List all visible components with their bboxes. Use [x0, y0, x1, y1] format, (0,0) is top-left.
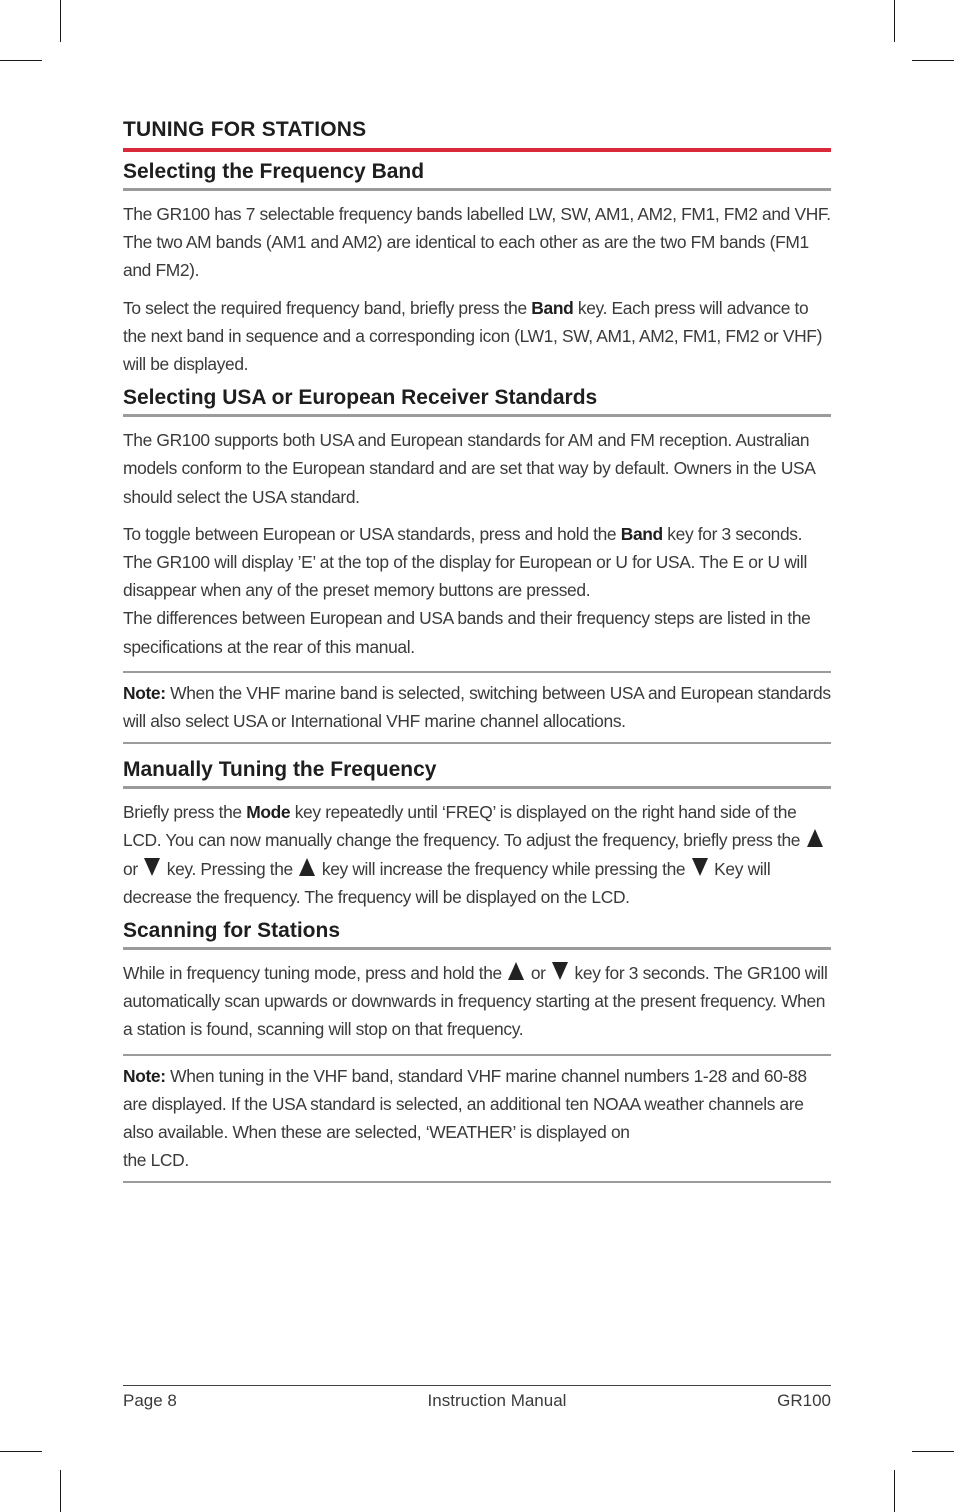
- crop-mark: [0, 60, 42, 61]
- paragraph: The GR100 has 7 selectable frequency bands labelled LW, SW, AM1, AM2, FM1, FM2 and VHF. The two AM bands (AM1 and AM2) are identical to each other as are the two FM bands (FM1 and FM2).: [123, 204, 831, 281]
- up-arrow-icon: [508, 962, 524, 980]
- crop-mark: [894, 0, 895, 42]
- section-title-frequency-band: Selecting the Frequency Band: [123, 160, 831, 191]
- paragraph: To select the required frequency band, briefly press the Band key. Each press will advance to the next band in sequence and a corresponding icon (LW1, SW, AM1, AM2, FM1, FM2 or VHF) will be displayed.: [123, 297, 823, 375]
- page-footer: [123, 1385, 831, 1411]
- note-label: Note:: [123, 1065, 166, 1086]
- crop-mark: [60, 0, 61, 42]
- note-label: Note:: [123, 682, 166, 703]
- note-box: [123, 671, 831, 744]
- crop-mark: [0, 1451, 42, 1452]
- up-arrow-icon: [807, 829, 823, 847]
- crop-mark: [894, 1470, 895, 1512]
- footer-page-number: Page 8: [123, 1391, 177, 1410]
- up-arrow-icon: [299, 858, 315, 876]
- down-arrow-icon: [692, 858, 708, 876]
- key-name: Band: [620, 523, 663, 544]
- paragraph: The GR100 supports both USA and European standards for AM and FM reception. Australian models conform to the European standard and are set that way by default. Owners in the USA should select the USA standard.: [123, 430, 815, 507]
- crop-mark: [912, 60, 954, 61]
- note-box: [123, 1054, 831, 1184]
- section-title-scanning: Scanning for Stations: [123, 919, 831, 950]
- page-content: [123, 118, 831, 1183]
- footer-doc-title: Instruction Manual: [427, 1391, 567, 1410]
- footer-model: GR100: [777, 1391, 831, 1410]
- page-title: TUNING FOR STATIONS: [123, 118, 831, 152]
- crop-mark: [60, 1470, 61, 1512]
- down-arrow-icon: [144, 858, 160, 876]
- note-text: Note: When tuning in the VHF band, standard VHF marine channel numbers 1-28 and 60-88 are displayed. If the USA standard is selected, an additional ten NOAA weather channels are also available. When these are selected, ‘WEATHER’ is displayed on the LCD.: [123, 1065, 807, 1171]
- paragraph: To toggle between European or USA standards, press and hold the Band key for 3 seconds. The GR100 will display ’E’ at the top of the display for European or U for USA. The E or U will disappear when any of the preset memory buttons are pressed. The differences between European and USA bands and their frequency steps are listed in the specifications at the rear of this manual.: [123, 523, 811, 657]
- note-text: Note: When the VHF marine band is selected, switching between USA and European standards will also select USA or International VHF marine channel allocations.: [123, 682, 831, 732]
- down-arrow-icon: [552, 962, 568, 980]
- key-name: Band: [531, 297, 574, 318]
- key-name: Mode: [246, 802, 291, 823]
- paragraph: Briefly press the Mode key repeatedly until ‘FREQ’ is displayed on the right hand side of the LCD. You can now manually change the frequency. To adjust the frequency, briefly press the or key. Pressing the key will increase the frequency while pressing the Key will decrease the frequency. The frequency will be displayed on the LCD.: [123, 798, 831, 911]
- crop-mark: [912, 1451, 954, 1452]
- section-title-manual-tuning: Manually Tuning the Frequency: [123, 758, 831, 789]
- section-title-receiver-standards: Selecting USA or European Receiver Standards: [123, 386, 831, 417]
- paragraph: While in frequency tuning mode, press and hold the or key for 3 seconds. The GR100 will automatically scan upwards or downwards in frequency starting at the present frequency. When a station is found, scanning will stop on that frequency.: [123, 963, 828, 1040]
